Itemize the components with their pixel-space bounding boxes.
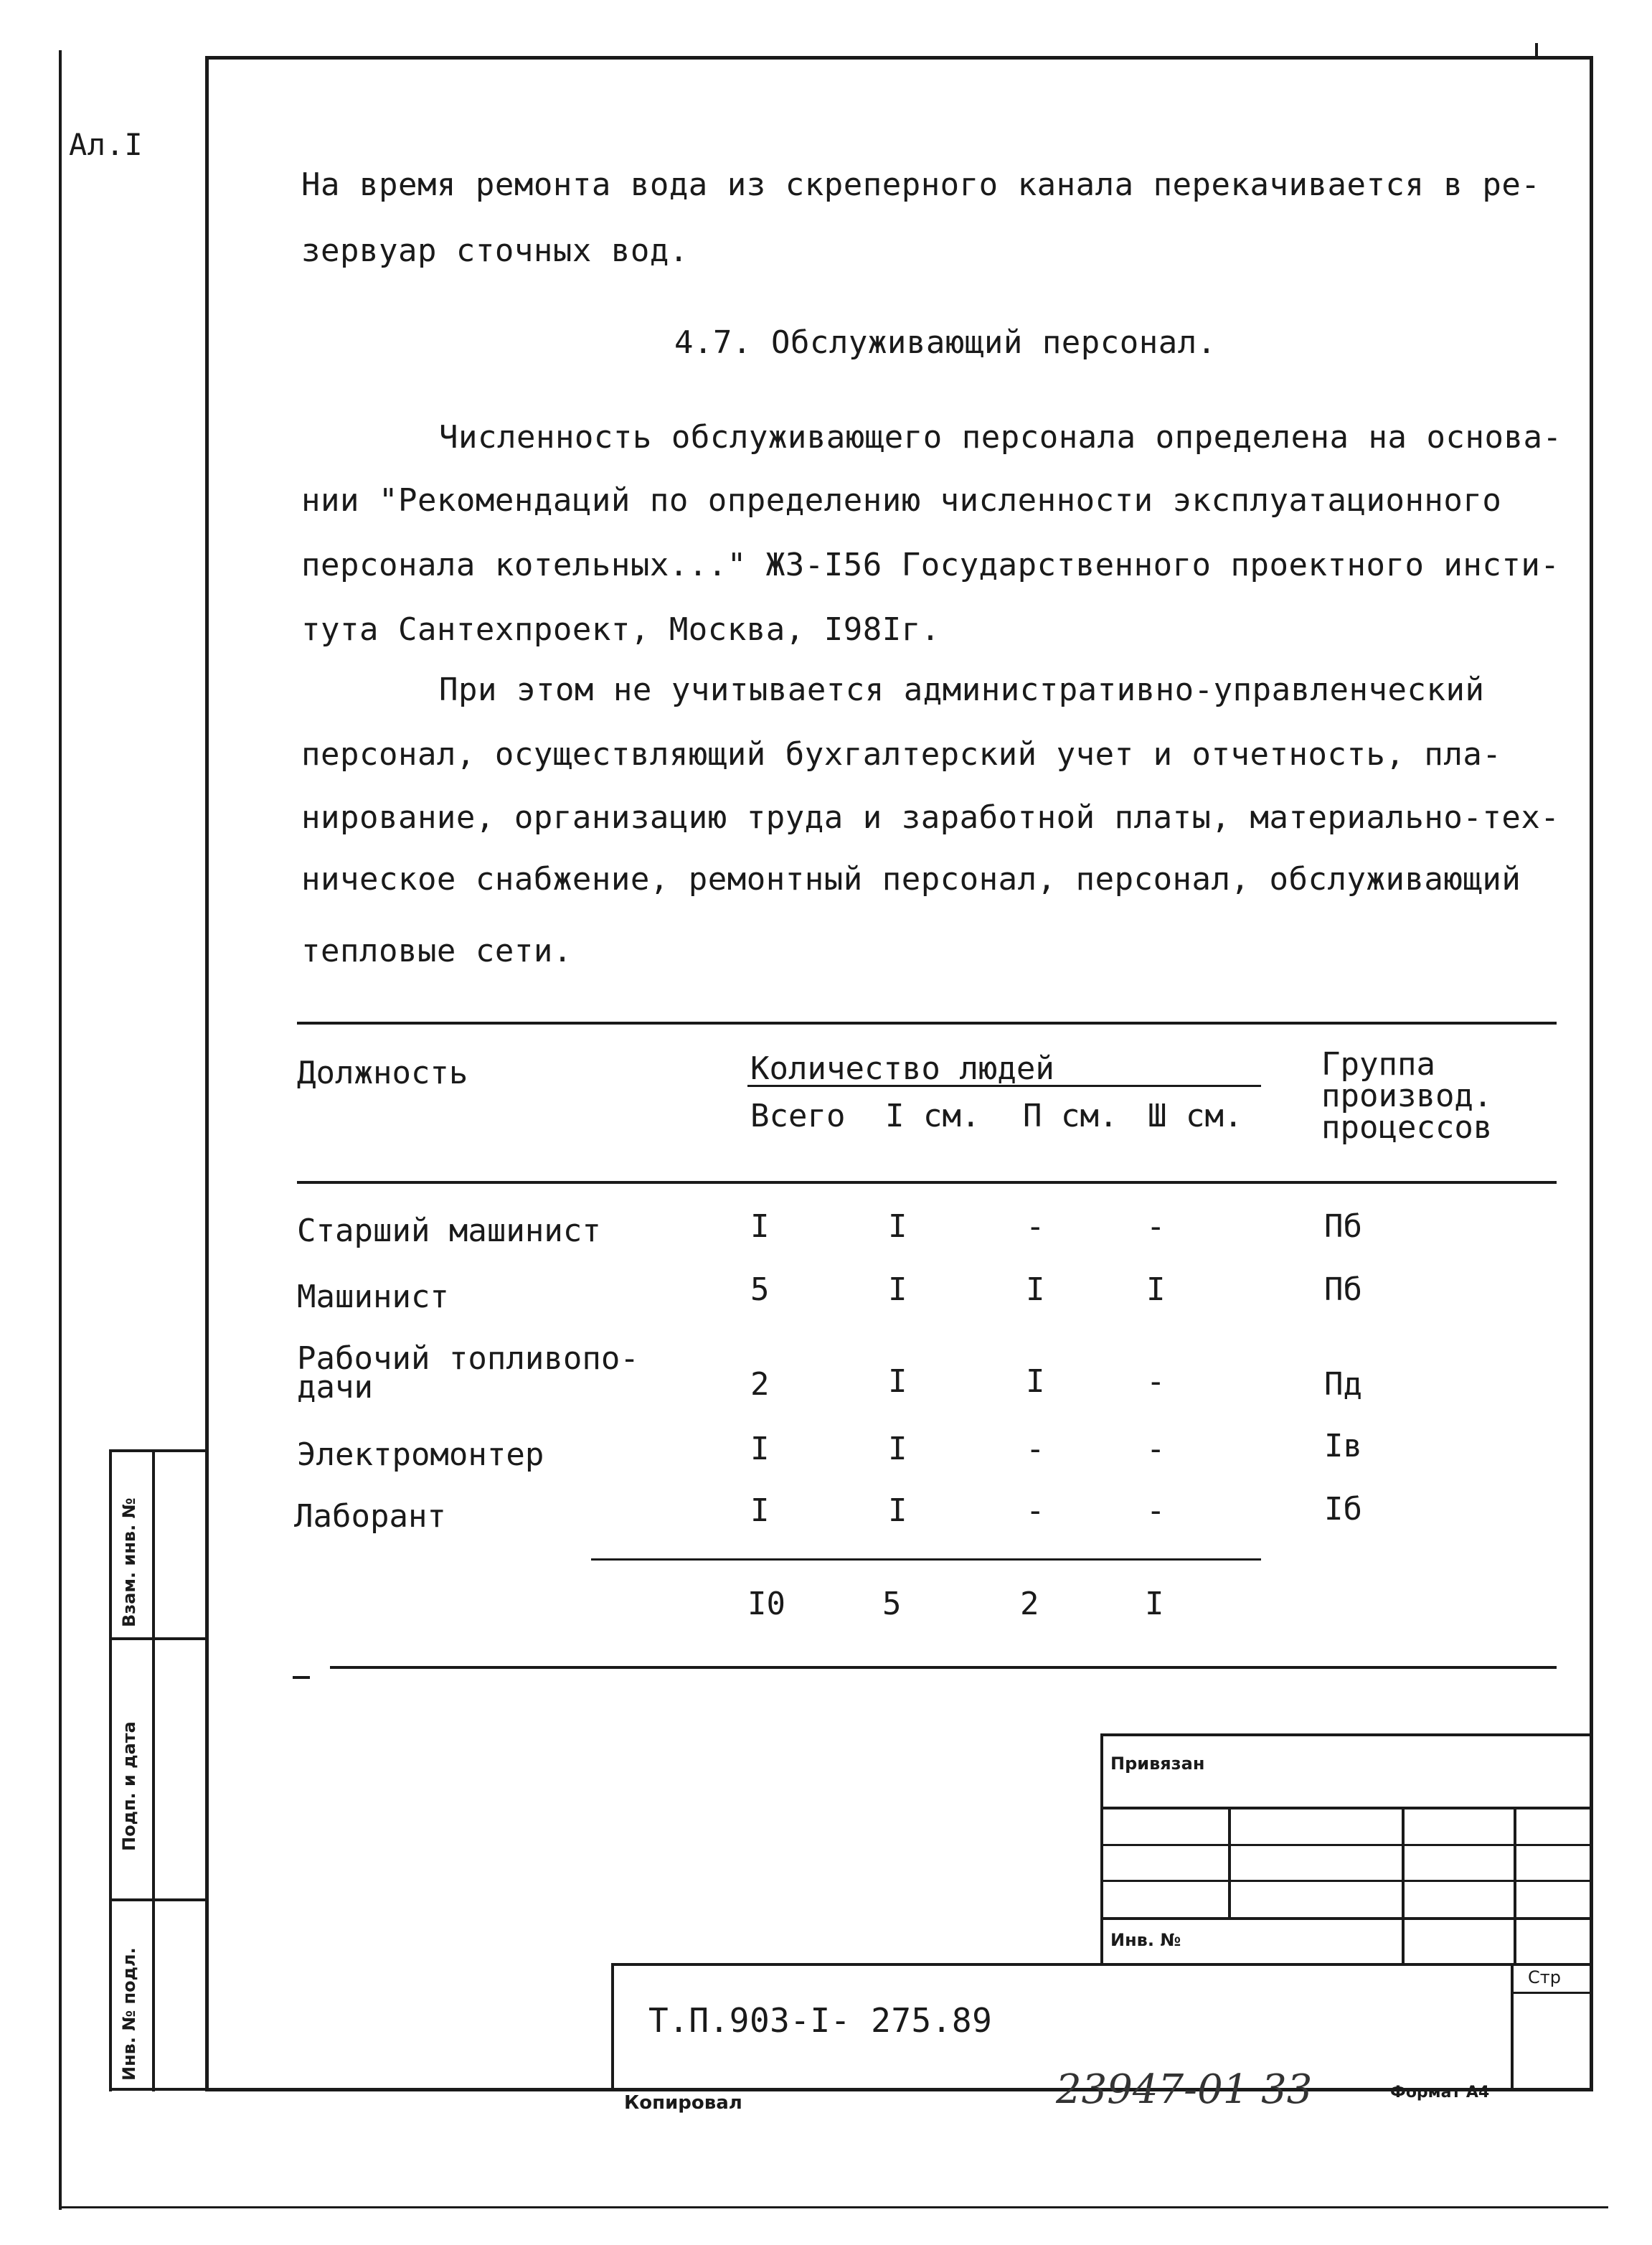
text-line: Численность обслуживающего персонала определена на основа-: [439, 419, 1562, 456]
side-stamp-left: [109, 1449, 112, 2091]
frame-bottom: [205, 2088, 1593, 2091]
table-row-s1: I: [888, 1271, 907, 1308]
format-label: Формат А4: [1390, 2084, 1490, 2102]
side-stamp-sep-2: [109, 1898, 208, 1901]
table-row-s2: I: [1026, 1363, 1045, 1400]
header-position: Должность: [297, 1055, 468, 1091]
page-label: Стр: [1528, 1967, 1561, 1987]
table-rule-top: [297, 1022, 1557, 1025]
text-line: нии "Рекомендаций по определению численности эксплуатационного: [301, 482, 1502, 519]
table-row-group: Пд: [1324, 1366, 1362, 1403]
tb-main-right-div: [1511, 1963, 1514, 2091]
side-stamp-bottom: [109, 2088, 208, 2091]
tb-grid-v1: [1228, 1807, 1231, 1919]
tb-grid-h2: [1100, 1844, 1593, 1846]
side-label-podp-data: Подп. и дата: [119, 1721, 139, 1851]
text-line: ническое снабжение, ремонтный персонал, персонал, обслуживающий: [301, 861, 1521, 898]
side-stamp-top: [109, 1449, 208, 1452]
table-row-position: Старший машинист: [297, 1213, 601, 1249]
handwritten-number: 23947-01 33: [1056, 2066, 1313, 2113]
header-group-l2: производ.: [1321, 1078, 1493, 1114]
tb-main-left: [611, 1963, 614, 2091]
table-row-position: Машинист: [297, 1279, 449, 1315]
frame-right: [1590, 56, 1593, 2091]
text-line: нирование, организацию труда и заработной платы, материально-тех-: [301, 799, 1560, 836]
table-row-s3: -: [1146, 1363, 1166, 1400]
table-row-total: I: [750, 1492, 770, 1529]
table-rule-bottom-dash: [293, 1676, 310, 1679]
frame-top: [205, 56, 1593, 60]
table-row-total: 2: [750, 1366, 770, 1403]
tb-page-label-rule: [1511, 1992, 1593, 1994]
table-row-s3: -: [1146, 1431, 1166, 1467]
table-rule-header: [297, 1181, 1557, 1184]
text-line: тута Сантехпроект, Москва, I98Iг.: [301, 611, 940, 648]
header-group-l3: процессов: [1321, 1109, 1493, 1146]
table-row-group: Пб: [1324, 1271, 1362, 1308]
text-line: персонала котельных..." Ж3-I56 Государственного проектного инсти-: [301, 547, 1560, 583]
text-line: На время ремонта вода из скреперного канала перекачивается в ре-: [301, 166, 1541, 203]
frame-corner-tick: [1535, 43, 1538, 57]
tb-grid-v3: [1514, 1807, 1516, 1964]
side-stamp-divider: [152, 1449, 155, 2091]
table-row-s1: I: [888, 1492, 907, 1529]
table-row-group: Iв: [1324, 1428, 1362, 1464]
table-row-s2: -: [1026, 1208, 1045, 1245]
tb-grid-h4: [1100, 1917, 1593, 1920]
table-row-group: Iб: [1324, 1491, 1362, 1528]
sheet-mark: Ал.I: [69, 127, 143, 162]
table-row-s3: I: [1146, 1271, 1166, 1308]
table-rule-bottom: [330, 1666, 1557, 1669]
totals-rule: [591, 1558, 1261, 1561]
table-row-s1: I: [888, 1431, 907, 1467]
page-bottom-edge: [59, 2206, 1608, 2208]
section-heading: 4.7. Обслуживающий персонал.: [674, 324, 1217, 361]
text-line: При этом не учитывается административно-управленческий: [439, 672, 1485, 708]
text-line: зервуар сточных вод.: [301, 232, 689, 269]
table-row-s1: I: [888, 1363, 907, 1400]
header-group-l1: Группа: [1321, 1046, 1435, 1083]
table-row-position-cont: дачи: [297, 1369, 373, 1406]
header-shift-3: Ш см.: [1148, 1098, 1243, 1134]
tb-grid-h3: [1100, 1880, 1593, 1882]
table-row-s2: -: [1026, 1492, 1045, 1529]
totals-s2: 2: [1020, 1586, 1039, 1622]
table-row-total: I: [750, 1431, 770, 1467]
table-row-s1: I: [888, 1208, 907, 1245]
tb-grid-h1: [1100, 1807, 1593, 1809]
side-label-vzam-inv: Взам. инв. №: [119, 1497, 139, 1627]
table-row-position: Электромонтер: [297, 1436, 544, 1473]
text-line: персонал, осуществляющий бухгалтерский учет и отчетность, пла-: [301, 736, 1502, 773]
tb-grid-top: [1100, 1733, 1593, 1736]
table-row-position: Рабочий топливопо-: [297, 1340, 639, 1377]
table-row-s3: -: [1146, 1492, 1166, 1529]
table-row-s3: -: [1146, 1208, 1166, 1245]
table-row-group: Пб: [1324, 1208, 1362, 1245]
tb-grid-v2: [1402, 1807, 1405, 1966]
header-shift-2: П см.: [1023, 1098, 1118, 1134]
table-row-position: Лаборант: [294, 1498, 446, 1535]
totals-s3: I: [1145, 1586, 1164, 1622]
text-line: тепловые сети.: [301, 933, 572, 969]
header-count-group: Количество людей: [750, 1050, 1054, 1087]
table-row-s2: -: [1026, 1431, 1045, 1467]
side-stamp-sep-1: [109, 1637, 208, 1640]
side-label-inv-podl: Инв. № подл.: [119, 1947, 139, 2081]
table-row-total: 5: [750, 1271, 770, 1308]
document-code: Т.П.903-I- 275.89: [648, 2001, 993, 2040]
table-row-s2: I: [1026, 1271, 1045, 1308]
totals-s1: 5: [882, 1586, 902, 1622]
table-row-total: I: [750, 1208, 770, 1245]
header-total: Всего: [750, 1098, 846, 1134]
header-shift-1: I см.: [885, 1098, 981, 1134]
privyazan-label: Привязан: [1110, 1754, 1205, 1774]
totals-total: I0: [747, 1586, 785, 1622]
page-left-edge: [59, 50, 62, 2210]
inv-no-label: Инв. №: [1110, 1930, 1181, 1950]
frame-left: [205, 56, 209, 2091]
tb-grid-left: [1100, 1733, 1103, 1966]
copied-by-label: Копировал: [624, 2092, 742, 2114]
tb-main-top: [611, 1963, 1593, 1966]
